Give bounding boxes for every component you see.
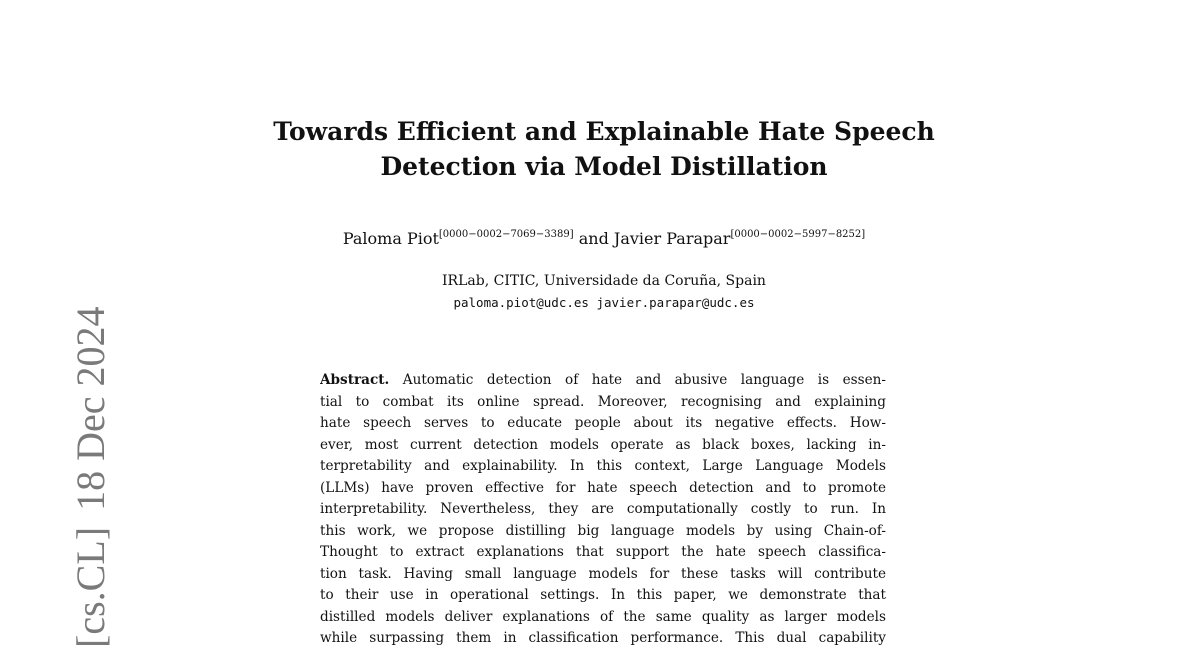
affiliation: IRLab, CITIC, Universidade da Coruña, Spain: [442, 273, 766, 289]
arxiv-date: 18 Dec 2024: [68, 306, 113, 511]
abstract-line: (LLMs) have proven effective for hate speech detection and to promote: [320, 479, 886, 496]
abstract-line: Thought to extract explanations that support the hate speech classifica-: [320, 544, 886, 560]
author-1-orcid: [0000−0002−7069−3389]: [438, 229, 574, 240]
email-list: [200, 293, 1008, 313]
abstract-line: while surpassing them in classification performance. This dual capability: [320, 630, 886, 646]
author-1-name: Paloma Piot: [342, 229, 439, 248]
title-line-1: Towards Efficient and Explainable Hate Speech: [273, 117, 935, 146]
abstract-line: this work, we propose distilling big language models by using Chain-of-: [320, 522, 886, 539]
abstract: [320, 370, 886, 650]
author-list: [200, 226, 1008, 252]
abstract-line: interpretability. Nevertheless, they are computationally costly to run. In: [320, 501, 886, 517]
author-2-orcid: [0000−0002−5997−8252]: [730, 229, 866, 240]
abstract-line: distilled models deliver explanations of the same quality as larger models: [320, 608, 886, 625]
abstract-line: tial to combat its online spread. Moreover, recognising and explaining: [320, 393, 886, 410]
author-conjunction: and: [578, 229, 609, 248]
title-line-2: Detection via Model Distillation: [380, 152, 828, 181]
arxiv-side-stamp: [28, 304, 113, 648]
email-1[interactable]: paloma.piot@udc.es: [453, 295, 589, 310]
abstract-line: hate speech serves to educate people about its negative effects. How-: [320, 415, 886, 431]
abstract-line-0: [320, 370, 886, 392]
abstract-line: to their use in operational settings. In this paper, we demonstrate that: [320, 587, 886, 603]
arxiv-category: [cs.CL]: [68, 526, 113, 648]
author-2-name: Javier Parapar: [613, 229, 731, 248]
paper-title: [200, 114, 1008, 184]
abstract-line: tion task. Having small language models for these tasks will contribute: [320, 565, 886, 582]
abstract-line: terpretability and explainability. In this context, Large Language Models: [320, 458, 886, 474]
abstract-line: ever, most current detection models operate as black boxes, lacking in-: [320, 436, 886, 453]
email-2[interactable]: javier.parapar@udc.es: [596, 295, 755, 310]
abstract-label: Abstract.: [320, 372, 390, 388]
abstract-line-0-text: Automatic detection of hate and abusive language is essen-: [402, 372, 886, 388]
arxiv-stamp-text: [70, 307, 112, 648]
